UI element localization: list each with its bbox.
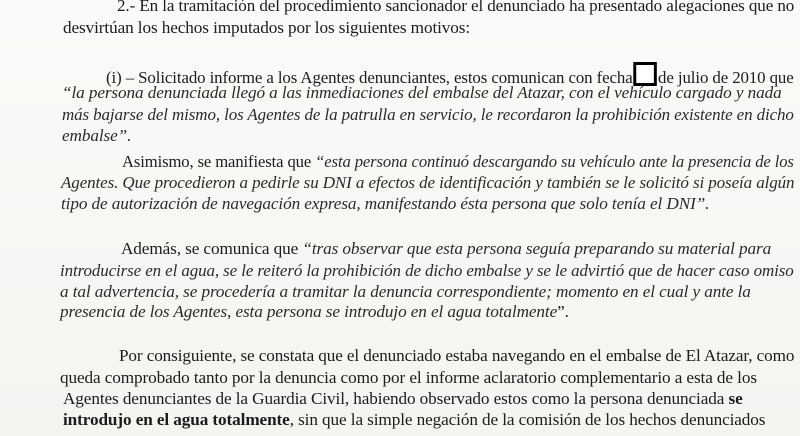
paragraph-5-line-3-text: Agentes denunciantes de la Guardia Civil, habiendo observado estos como la persona denunciada [63, 389, 725, 408]
paragraph-3-line-1 [122, 152, 794, 172]
paragraph-4-line-2: introducirse en el agua, se le reiteró la prohibición de dicho embalse y se le advirtió que de hacer caso omiso [60, 261, 794, 280]
paragraph-4-line-3: a tal advertencia, se procedería a tramitar la denuncia correspondiente; momento en el cual y ante la [60, 282, 751, 301]
paragraph-5-line-4-bold: introdujo en el agua totalmente [63, 410, 290, 429]
paragraph-4-line-1-quote: “tras observar que esta persona seguía preparando su material para [302, 239, 772, 258]
paragraph-3-line-1-start: Asimismo, se manifiesta que [122, 152, 316, 171]
paragraph-3-line-2: Agentes. Que procedieron a pedirle su DNI a efectos de identificación y también se le solicitó si poseía algún [61, 173, 795, 192]
paragraph-2-line-1-start: (i) – Solicitado informe a los Agentes denunciantes, estos comunican con fecha [106, 68, 633, 87]
paragraph-2-line-1-end: de julio de 2010 que [658, 68, 794, 87]
paragraph-1-line-2: desvirtúan los hechos imputados por los siguientes motivos: [63, 18, 471, 37]
paragraph-2-line-4: embalse”. [62, 126, 132, 145]
paragraph-5-line-3-bold: se [728, 389, 743, 408]
paragraph-3-line-3: tipo de autorización de navegación expresa, manifestando ésta persona que solo tenía el DNI”. [61, 194, 710, 213]
paragraph-5-line-3 [63, 389, 743, 409]
paragraph-4-line-4-quote: presencia de los Agentes, esta persona se introdujo en el agua totalmente [60, 302, 558, 321]
paragraph-1-line-1: 2.- En la tramitación del procedimiento sancionador el denunciado ha presentado alegaciones que no [117, 0, 795, 15]
paragraph-5-line-2: queda comprobado tanto por la denuncia como por el informe aclaratorio complementario a esta de los [60, 368, 757, 387]
paragraph-5-line-1: Por consiguiente, se constata que el denunciado estaba navegando en el embalse de El Atazar, como [119, 346, 795, 365]
paragraph-4-line-4 [60, 302, 569, 322]
paragraph-4-line-1 [121, 239, 771, 259]
paragraph-2-line-2: “la persona denunciada llegó a las inmediaciones del embalse del Atazar, con el vehículo cargado y nada [62, 83, 782, 102]
paragraph-3-line-1-quote: “esta persona continuó descargando su vehículo ante la presencia de los [315, 152, 794, 171]
paragraph-4-line-1-start: Además, se comunica que [121, 239, 303, 258]
paragraph-4-line-4-end: ”. [557, 302, 569, 321]
paragraph-5-line-4-text: , sin que la simple negación de la comisión de los hechos denunciados [289, 410, 766, 429]
paragraph-5-line-4 [63, 410, 765, 430]
paragraph-2-line-3: más bajarse del mismo, los Agentes de la patrulla en servicio, le recordaron la prohibición existente en dicho [62, 105, 794, 124]
